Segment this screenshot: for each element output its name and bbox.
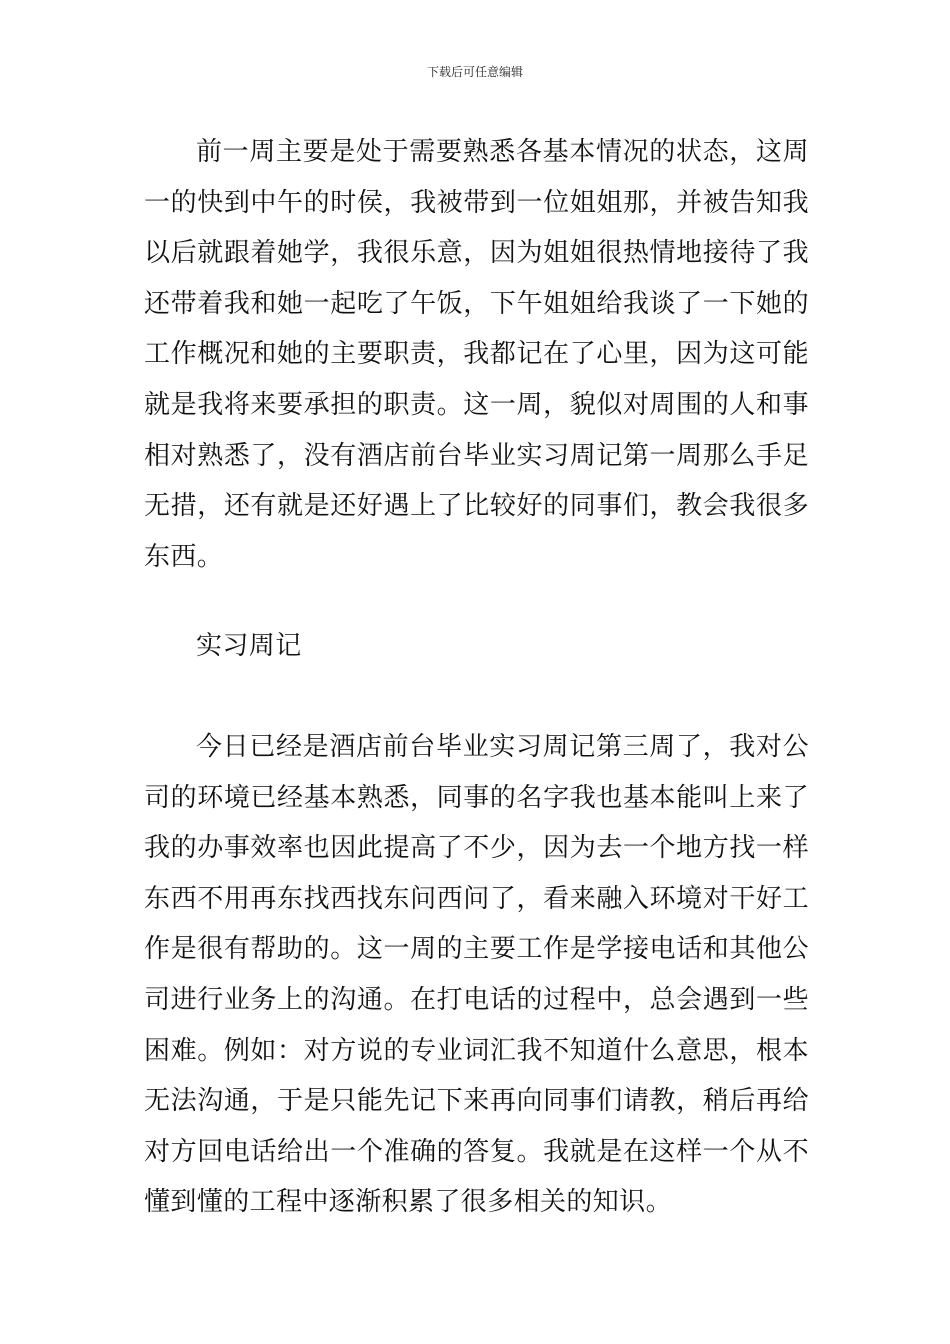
paragraph-third-week: 今日已经是酒店前台毕业实习周记第三周了，我对公司的环境已经基本熟悉，同事的名字我也基本能叫上来了我的办事效率也因此提高了不少，因为去一个地方找一样东西不用再东找西找东问西问了，看来融入环境对干好工作是很有帮助的。这一周的主要工作是学接电话和其他公司进行业务上的沟通。在打电话的过程中，总会遇到一些困难。例如：对方说的专业词汇我不知道什么意思，根本无法沟通，于是只能先记下来再向同事们请教，稍后再给对方回电话给出一个准确的答复。我就是在这样一个从不懂到懂的工程中逐渐积累了很多相关的知识。 [144,732,809,1218]
section-heading: 实习周记 [196,631,302,661]
page-header: 下载后可任意编辑 [426,65,523,79]
paragraph-first-week: 前一周主要是处于需要熟悉各基本情况的状态，这周一的快到中午的时侯，我被带到一位姐姐那，并被告知我以后就跟着她学，我很乐意，因为姐姐很热情地接待了我还带着我和她一起吃了午饭，下午姐姐给我谈了一下她的工作概况和她的主要职责，我都记在了心里，因为这可能就是我将来要承担的职责。这一周，貌似对周围的人和事相对熟悉了，没有酒店前台毕业实习周记第一周那么手足无措，还有就是还好遇上了比较好的同事们，教会我很多东西。 [144,137,809,572]
